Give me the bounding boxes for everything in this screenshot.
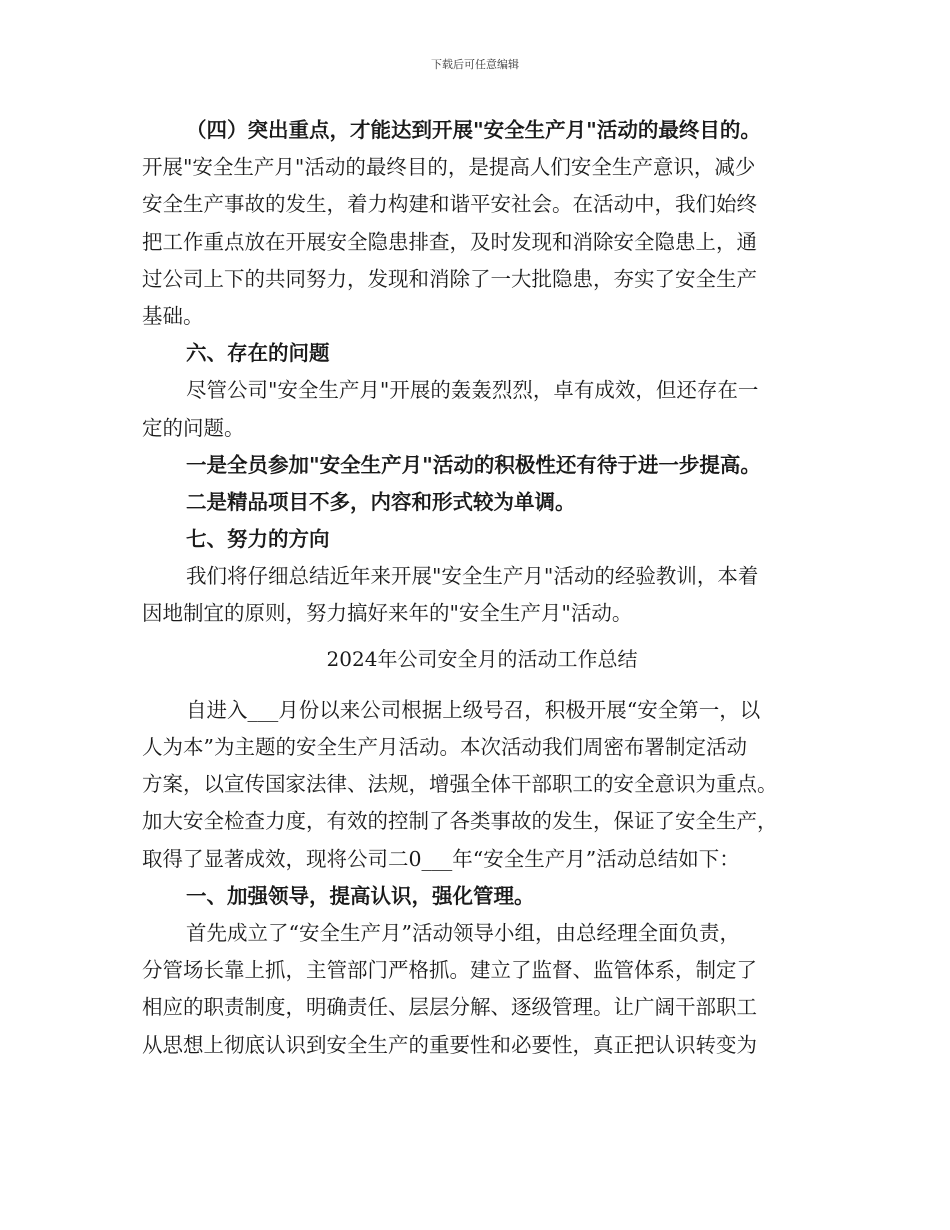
section-heading: 七、努力的方向: [186, 527, 330, 552]
document-body: [142, 112, 822, 1064]
paragraph-line: 方案，以宣传国家法律、法规，增强全体干部职工的安全意识为重点。: [142, 772, 778, 797]
section-heading: （四）突出重点，才能达到开展"安全生产月"活动的最终目的。: [186, 118, 761, 142]
section-heading: 一、加强领导，提高认识，强化管理。: [186, 883, 535, 908]
page-header: 下载后可任意编辑: [431, 58, 519, 71]
section-heading: 六、存在的问题: [186, 341, 330, 366]
paragraph-line: 分管场长靠上抓，主管部门严格抓。建立了监督、监管体系，制定了: [142, 958, 757, 983]
issue-point: 一是全员参加"安全生产月"活动的积极性还有待于进一步提高。: [186, 452, 761, 477]
paragraph-line: 相应的职责制度，明确责任、层层分解、逐级管理。让广阔干部职工: [142, 995, 757, 1020]
paragraph-line: 取得了显著成效，现将公司二0___年“安全生产月”活动总结如下：: [142, 846, 740, 871]
paragraph-line: 人为本”为主题的安全生产月活动。本次活动我们周密布署制定活动: [142, 735, 747, 759]
paragraph-line: 加大安全检查力度，有效的控制了各类事故的发生，保证了安全生产，: [142, 809, 778, 834]
paragraph-line: 尽管公司"安全生产月"开展的轰轰烈烈，卓有成效，但还存在一: [186, 378, 759, 403]
issue-point: 二是精品项目不多，内容和形式较为单调。: [186, 489, 576, 514]
paragraph-line: 安全生产事故的发生，着力构建和谐平安社会。在活动中，我们始终: [142, 192, 757, 217]
document-title: 2024年公司安全月的活动工作总结: [326, 646, 638, 671]
paragraph-line: 把工作重点放在开展安全隐患排查，及时发现和消除安全隐患上，通: [142, 229, 757, 254]
paragraph-line: 定的问题。: [142, 415, 245, 440]
paragraph-line: 从思想上彻底认识到安全生产的重要性和必要性，真正把认识转变为: [142, 1032, 757, 1057]
paragraph-line: 过公司上下的共同努力，发现和消除了一大批隐患，夯实了安全生产: [142, 266, 757, 291]
paragraph-line: 我们将仔细总结近年来开展"安全生产月"活动的经验教训，本着: [186, 564, 759, 589]
paragraph-line: 因地制宜的原则，努力搞好来年的"安全生产月"活动。: [142, 601, 633, 626]
paragraph-line: 开展"安全生产月"活动的最终目的，是提高人们安全生产意识，减少: [142, 155, 756, 180]
paragraph-line: 自进入___月份以来公司根据上级号召，积极开展“安全第一，以: [186, 697, 761, 722]
paragraph-line: 基础。: [142, 303, 204, 328]
paragraph-line: 首先成立了“安全生产月”活动领导小组，由总经理全面负责，: [186, 920, 740, 945]
